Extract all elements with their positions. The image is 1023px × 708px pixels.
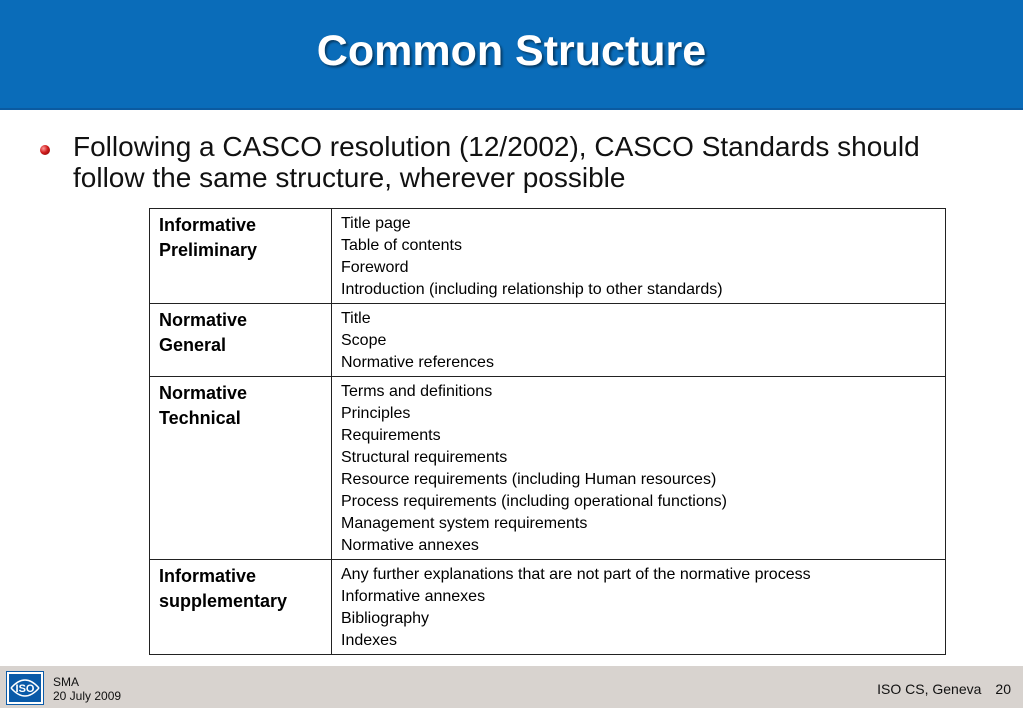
category-label: Technical — [159, 408, 241, 428]
list-item: Indexes — [341, 632, 398, 649]
items-cell — [332, 377, 946, 560]
list-item: Any further explanations that are not part of the normative process — [341, 566, 811, 583]
footer-location: ISO CS, Geneva — [877, 681, 982, 697]
list-item: Bibliography — [341, 610, 430, 627]
category-label: General — [159, 335, 227, 355]
list-item: Normative annexes — [341, 537, 479, 554]
category-label: Preliminary — [159, 240, 258, 260]
list-item: Scope — [341, 332, 387, 349]
items-cell — [332, 304, 946, 377]
footer-org: SMA — [53, 675, 80, 689]
red-sphere-bullet-icon — [40, 145, 50, 155]
list-item: Title page — [341, 215, 411, 232]
category-label: Informative — [159, 566, 257, 586]
list-item: Foreword — [341, 259, 409, 276]
category-label: supplementary — [159, 591, 288, 611]
list-item: Process requirements (including operational functions) — [341, 493, 727, 510]
page-number: 20 — [995, 681, 1011, 697]
structure-table-body — [150, 209, 946, 655]
list-item: Normative references — [341, 354, 494, 371]
category-cell — [150, 377, 332, 560]
list-item: Introduction (including relationship to other standards) — [341, 281, 723, 298]
intro-text: Following a CASCO resolution (12/2002), CASCO Standards should follow the same structure, wherever possible — [73, 131, 920, 193]
category-cell — [150, 560, 332, 655]
list-item: Management system requirements — [341, 515, 588, 532]
category-label: Normative — [159, 383, 248, 403]
items-cell — [332, 209, 946, 304]
category-cell — [150, 209, 332, 304]
list-item: Requirements — [341, 427, 441, 444]
list-item: Structural requirements — [341, 449, 508, 466]
list-item: Terms and definitions — [341, 383, 493, 400]
table-row — [150, 560, 946, 655]
list-item: Principles — [341, 405, 411, 422]
structure-table — [149, 208, 946, 655]
table-row — [150, 377, 946, 560]
title-bar — [0, 0, 1023, 110]
slide-title: Common Structure — [316, 27, 707, 75]
list-item: Informative annexes — [341, 588, 486, 605]
footer — [0, 666, 1023, 708]
category-cell — [150, 304, 332, 377]
category-label: Informative — [159, 215, 257, 235]
footer-right — [863, 681, 1011, 697]
iso-logo-icon — [7, 672, 43, 704]
iso-logo-text: ISO — [15, 683, 35, 695]
list-item: Resource requirements (including Human resources) — [341, 471, 717, 488]
list-item: Title — [341, 310, 371, 327]
category-label: Normative — [159, 310, 248, 330]
footer-meta — [53, 675, 121, 703]
list-item: Table of contents — [341, 237, 462, 254]
table-row — [150, 209, 946, 304]
iso-logo-graphic — [9, 674, 41, 702]
items-cell — [332, 560, 946, 655]
table-row — [150, 304, 946, 377]
footer-date: 20 July 2009 — [53, 689, 122, 703]
